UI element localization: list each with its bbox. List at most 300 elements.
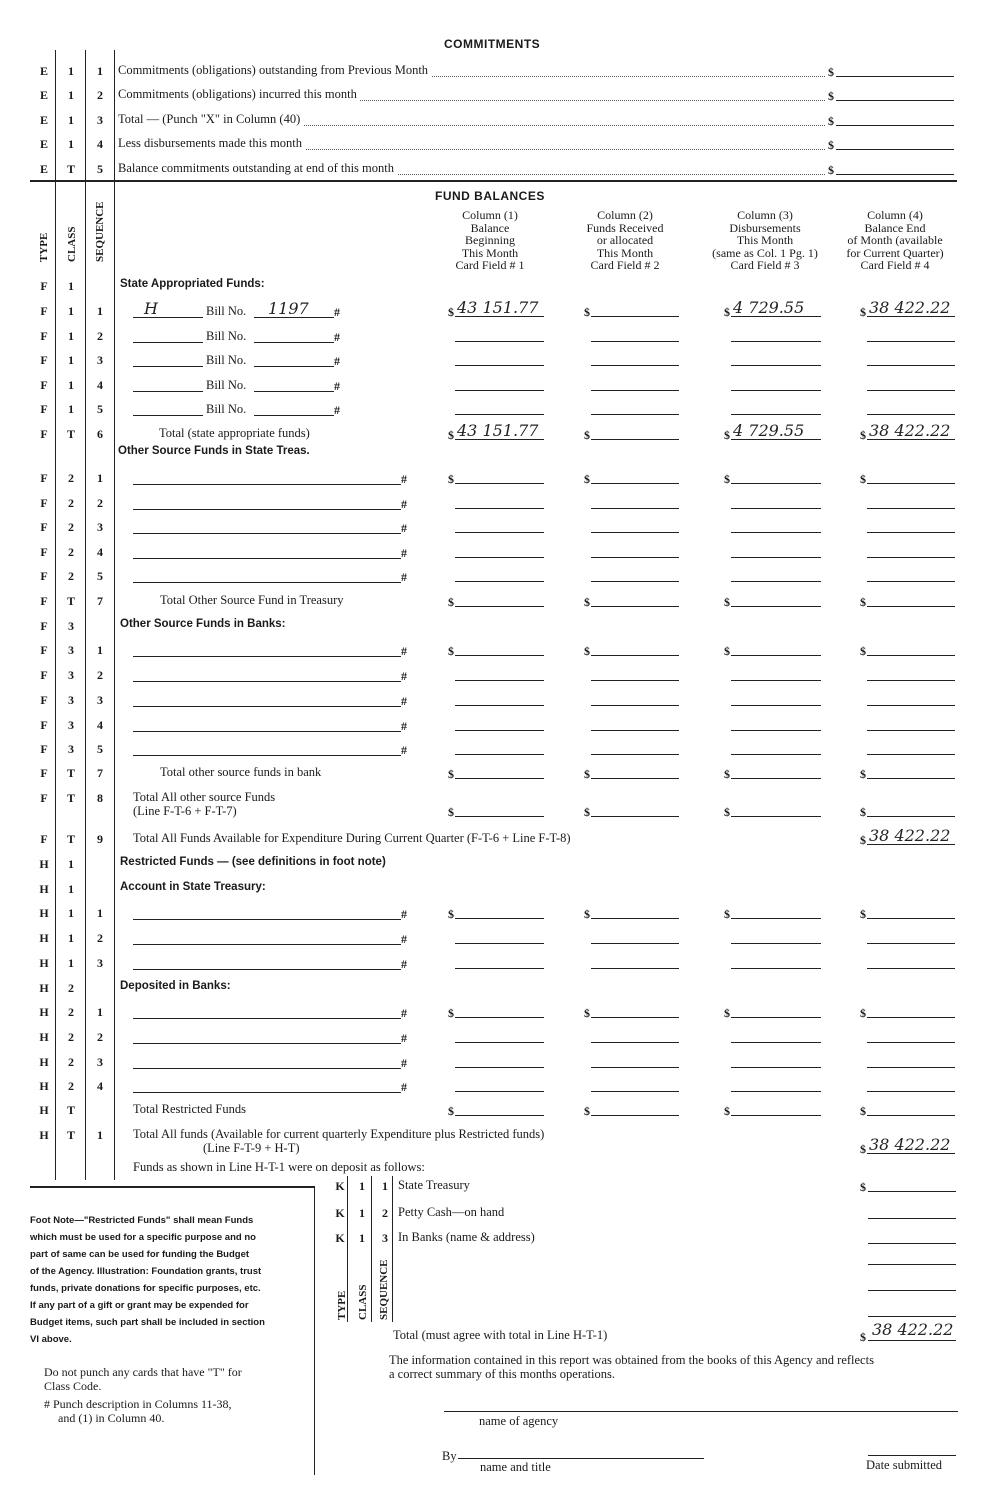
amount-field[interactable] xyxy=(591,680,679,681)
dollar-sign: $ xyxy=(828,89,834,103)
amount-field[interactable] xyxy=(731,1115,821,1116)
description-field[interactable] xyxy=(133,1068,401,1069)
dollar-sign: $ xyxy=(828,65,834,79)
bill-number-label: Bill No. xyxy=(206,353,247,367)
grid-line xyxy=(114,50,115,1180)
amount-field[interactable] xyxy=(867,754,955,755)
class-code: 1 xyxy=(68,378,74,392)
section-heading: Other Source Funds in Banks: xyxy=(120,618,286,630)
amount-field[interactable] xyxy=(867,705,955,706)
dollar-sign: $ xyxy=(828,114,834,128)
sequence-code: 5 xyxy=(97,569,103,583)
dollar-sign: $ xyxy=(860,428,866,442)
amount-field[interactable] xyxy=(868,1243,956,1244)
class-code: 2 xyxy=(68,1079,74,1093)
dollar-sign: $ xyxy=(860,472,866,486)
amount-field[interactable] xyxy=(731,655,821,656)
amount-field[interactable] xyxy=(731,1067,821,1068)
amount-field[interactable] xyxy=(731,730,821,731)
description-field[interactable] xyxy=(133,944,401,945)
amount-field[interactable] xyxy=(867,365,955,366)
dollar-sign: $ xyxy=(724,428,730,442)
type-code: H xyxy=(39,906,49,920)
amount-field[interactable] xyxy=(455,341,544,342)
bill-number-label: Bill No. xyxy=(206,378,247,392)
amount-field[interactable] xyxy=(591,754,679,755)
sequence-code: 5 xyxy=(97,162,103,176)
description-field[interactable] xyxy=(133,509,401,510)
type-code: F xyxy=(40,766,48,780)
description-field[interactable] xyxy=(133,582,401,583)
amount-field[interactable] xyxy=(868,1191,956,1192)
amount-field[interactable] xyxy=(591,390,679,391)
note-line: Class Code. xyxy=(44,1379,102,1393)
handwritten-amount: 38 422.22 xyxy=(872,1320,954,1339)
date-field[interactable] xyxy=(868,1455,956,1456)
amount-field[interactable] xyxy=(455,557,544,558)
amount-field[interactable] xyxy=(455,754,544,755)
dollar-sign: $ xyxy=(724,805,730,819)
amount-field[interactable] xyxy=(455,606,544,607)
sequence-code: 3 xyxy=(97,353,103,367)
class-code: 3 xyxy=(68,643,74,657)
hash-mark: # xyxy=(334,330,340,344)
amount-field[interactable] xyxy=(455,918,544,919)
type-code: F xyxy=(40,378,48,392)
dollar-sign: $ xyxy=(724,907,730,921)
amount-field[interactable] xyxy=(455,705,544,706)
class-axis-label: CLASS xyxy=(66,226,78,262)
type-code: F xyxy=(40,791,48,805)
amount-field[interactable] xyxy=(836,76,954,77)
amount-field[interactable] xyxy=(455,1017,544,1018)
description-field[interactable] xyxy=(133,558,401,559)
dollar-sign: $ xyxy=(448,1006,454,1020)
class-code: T xyxy=(66,791,75,805)
amount-field[interactable] xyxy=(591,483,679,484)
grid-line xyxy=(85,50,86,1180)
amount-field[interactable] xyxy=(455,390,544,391)
dollar-sign: $ xyxy=(448,1104,454,1118)
type-code: K xyxy=(335,1231,345,1245)
section-heading: Deposited in Banks: xyxy=(120,980,231,992)
amount-field[interactable] xyxy=(455,816,544,817)
amount-field[interactable] xyxy=(867,918,955,919)
class-code: 1 xyxy=(68,329,74,343)
type-code: E xyxy=(39,162,48,176)
dollar-sign: $ xyxy=(584,428,590,442)
class-code: 1 xyxy=(68,906,74,920)
hash-mark: # xyxy=(334,379,340,393)
amount-field[interactable] xyxy=(455,532,544,533)
dollar-sign: $ xyxy=(448,767,454,781)
section-divider xyxy=(30,180,957,182)
amount-field[interactable] xyxy=(731,390,821,391)
amount-field[interactable] xyxy=(591,532,679,533)
dollar-sign: $ xyxy=(584,305,590,319)
amount-field[interactable] xyxy=(868,1290,956,1291)
amount-field[interactable] xyxy=(867,581,955,582)
class-code: 1 xyxy=(68,113,74,127)
column-header-line: (same as Col. 1 Pg. 1) xyxy=(712,245,818,260)
sequence-code: 4 xyxy=(97,137,103,151)
section-heading: Account in State Treasury: xyxy=(120,881,266,893)
column-header-line: Card Field # 1 xyxy=(455,258,525,272)
name-title-label: name and title xyxy=(480,1460,551,1474)
type-code: F xyxy=(40,520,48,534)
column-header-line: of Month (available xyxy=(847,233,943,247)
sequence-code: 1 xyxy=(97,1128,103,1142)
sequence-code: 3 xyxy=(97,113,103,127)
amount-field[interactable] xyxy=(455,680,544,681)
amount-field[interactable] xyxy=(731,754,821,755)
column-header-line: Balance xyxy=(470,220,510,235)
handwritten-amount: 38 422.22 xyxy=(869,421,951,440)
sequence-code: 4 xyxy=(97,545,103,559)
column-header-line: This Month xyxy=(596,245,654,260)
amount-field[interactable] xyxy=(867,968,955,969)
row-label-line2: (Line F-T-9 + H-T) xyxy=(203,1141,300,1155)
amount-field[interactable] xyxy=(867,778,955,779)
amount-field[interactable] xyxy=(867,341,955,342)
amount-field[interactable] xyxy=(867,1042,955,1043)
hash-mark: # xyxy=(401,669,407,683)
hash-mark: # xyxy=(401,1031,407,1045)
amount-field[interactable] xyxy=(731,365,821,366)
hash-mark: # xyxy=(334,354,340,368)
amount-field[interactable] xyxy=(731,508,821,509)
hash-mark: # xyxy=(401,472,407,486)
bill-number-field[interactable] xyxy=(254,342,334,343)
description-field[interactable] xyxy=(133,1018,401,1019)
amount-field[interactable] xyxy=(591,439,679,440)
description-field[interactable] xyxy=(133,755,401,756)
amount-field[interactable] xyxy=(867,816,955,817)
dollar-sign: $ xyxy=(584,1104,590,1118)
type-code: H xyxy=(39,1079,49,1093)
amount-field[interactable] xyxy=(867,943,955,944)
description-field[interactable] xyxy=(133,533,401,534)
commitment-label: Balance commitments outstanding at end of this month xyxy=(118,161,397,176)
type-code: F xyxy=(40,471,48,485)
amount-field[interactable] xyxy=(591,918,679,919)
grid-line xyxy=(55,50,56,1180)
class-code: 3 xyxy=(68,718,74,732)
amount-field[interactable] xyxy=(591,341,679,342)
amount-field[interactable] xyxy=(867,1017,955,1018)
dollar-sign: $ xyxy=(448,472,454,486)
amount-field[interactable] xyxy=(867,655,955,656)
description-field[interactable] xyxy=(133,731,401,732)
amount-field[interactable] xyxy=(731,1091,821,1092)
amount-field[interactable] xyxy=(591,1091,679,1092)
amount-field[interactable] xyxy=(591,730,679,731)
description-field[interactable] xyxy=(133,1043,401,1044)
class-code: 1 xyxy=(68,857,74,871)
amount-field[interactable] xyxy=(455,943,544,944)
date-label: Date submitted xyxy=(866,1458,943,1472)
bill-prefix-field[interactable] xyxy=(133,342,203,343)
amount-field[interactable] xyxy=(731,1017,821,1018)
description-field[interactable] xyxy=(133,484,401,485)
footnote-line: VI above. xyxy=(30,1334,72,1345)
class-code: 3 xyxy=(68,693,74,707)
amount-field[interactable] xyxy=(731,581,821,582)
amount-field[interactable] xyxy=(591,1067,679,1068)
amount-field[interactable] xyxy=(455,1042,544,1043)
amount-field[interactable] xyxy=(455,483,544,484)
amount-field[interactable] xyxy=(731,816,821,817)
amount-field[interactable] xyxy=(455,508,544,509)
class-code: 2 xyxy=(68,520,74,534)
amount-field[interactable] xyxy=(455,365,544,366)
amount-field[interactable] xyxy=(836,174,954,175)
amount-field[interactable] xyxy=(455,1067,544,1068)
deposit-label: In Banks (name & address) xyxy=(398,1230,535,1244)
class-code: T xyxy=(66,766,75,780)
class-code: 1 xyxy=(359,1206,365,1220)
class-code: 1 xyxy=(68,882,74,896)
description-field[interactable] xyxy=(133,681,401,682)
amount-field[interactable] xyxy=(591,316,679,317)
amount-field[interactable] xyxy=(867,532,955,533)
sequence-code: 1 xyxy=(97,643,103,657)
amount-field[interactable] xyxy=(731,943,821,944)
amount-field[interactable] xyxy=(731,532,821,533)
sequence-code: 3 xyxy=(97,693,103,707)
bill-number-label: Bill No. xyxy=(206,304,247,318)
dollar-sign: $ xyxy=(860,1330,866,1344)
amount-field[interactable] xyxy=(455,414,544,415)
type-code: E xyxy=(39,88,48,102)
amount-field[interactable] xyxy=(455,730,544,731)
bill-number-field[interactable] xyxy=(254,366,334,367)
amount-field[interactable] xyxy=(867,483,955,484)
column-header-line: Disbursements xyxy=(729,220,801,235)
amount-field[interactable] xyxy=(455,655,544,656)
amount-field[interactable] xyxy=(591,365,679,366)
grid-line xyxy=(392,1176,393,1322)
amount-field[interactable] xyxy=(591,816,679,817)
hash-mark: # xyxy=(401,694,407,708)
hash-mark: # xyxy=(401,1080,407,1094)
class-code: T xyxy=(66,1128,75,1142)
amount-field[interactable] xyxy=(731,341,821,342)
row-label: Total Restricted Funds xyxy=(133,1102,247,1116)
amount-field[interactable] xyxy=(731,705,821,706)
dollar-sign: $ xyxy=(584,805,590,819)
sequence-code: 4 xyxy=(97,718,103,732)
amount-field[interactable] xyxy=(867,414,955,415)
type-code: F xyxy=(40,329,48,343)
sequence-code: 1 xyxy=(97,1005,103,1019)
amount-field[interactable] xyxy=(731,778,821,779)
amount-field[interactable] xyxy=(836,125,954,126)
amount-field[interactable] xyxy=(731,557,821,558)
type-code: F xyxy=(40,832,48,846)
class-code: 1 xyxy=(68,402,74,416)
amount-field[interactable] xyxy=(868,1316,956,1317)
signature-field[interactable] xyxy=(458,1458,704,1459)
bill-number-field[interactable] xyxy=(254,391,334,392)
dollar-sign: $ xyxy=(860,833,866,847)
amount-field[interactable] xyxy=(591,414,679,415)
amount-field[interactable] xyxy=(868,1218,956,1219)
dollar-sign: $ xyxy=(828,138,834,152)
amount-field[interactable] xyxy=(731,918,821,919)
amount-field[interactable] xyxy=(455,1091,544,1092)
class-code: T xyxy=(66,832,75,846)
dollar-sign: $ xyxy=(860,595,866,609)
bill-prefix-field[interactable] xyxy=(133,366,203,367)
class-code: 1 xyxy=(359,1231,365,1245)
dollar-sign: $ xyxy=(584,472,590,486)
deposit-total-label: Total (must agree with total in Line H-T-1) xyxy=(393,1328,608,1342)
type-axis-label: TYPE xyxy=(38,232,50,262)
type-code: H xyxy=(39,1005,49,1019)
amount-field[interactable] xyxy=(591,1115,679,1116)
dollar-sign: $ xyxy=(860,305,866,319)
amount-field[interactable] xyxy=(867,508,955,509)
sequence-axis-label: SEQUENCE xyxy=(378,1259,390,1320)
bill-number-handwritten: 1197 xyxy=(268,299,309,318)
class-code: 2 xyxy=(68,981,74,995)
hash-mark: # xyxy=(401,521,407,535)
type-code: F xyxy=(40,353,48,367)
type-code: H xyxy=(39,1128,49,1142)
amount-field[interactable] xyxy=(591,508,679,509)
description-field[interactable] xyxy=(133,656,401,657)
column-header-line: Card Field # 4 xyxy=(860,258,930,272)
amount-field[interactable] xyxy=(867,1091,955,1092)
amount-field[interactable] xyxy=(591,557,679,558)
sequence-code: 1 xyxy=(97,64,103,78)
note-line: # Punch description in Columns 11-38, xyxy=(44,1397,232,1411)
sequence-code: 2 xyxy=(97,496,103,510)
amount-field[interactable] xyxy=(591,1042,679,1043)
amount-field[interactable] xyxy=(867,730,955,731)
column-header-line: Column (1) xyxy=(462,208,518,222)
description-field[interactable] xyxy=(133,969,401,970)
deposit-label: Petty Cash—on hand xyxy=(398,1205,505,1219)
class-code: T xyxy=(66,427,75,441)
amount-field[interactable] xyxy=(591,705,679,706)
amount-field[interactable] xyxy=(455,581,544,582)
dollar-sign: $ xyxy=(724,1006,730,1020)
amount-field[interactable] xyxy=(591,968,679,969)
amount-field[interactable] xyxy=(731,414,821,415)
amount-field[interactable] xyxy=(591,655,679,656)
amount-field[interactable] xyxy=(731,680,821,681)
row-label: Total All Funds Available for Expenditure During Current Quarter (F-T-6 + Line F-T-8) xyxy=(133,831,571,845)
bill-prefix-field[interactable] xyxy=(133,391,203,392)
amount-field[interactable] xyxy=(867,390,955,391)
type-code: F xyxy=(40,693,48,707)
amount-field[interactable] xyxy=(455,778,544,779)
bill-number-field[interactable] xyxy=(254,415,334,416)
sequence-code: 3 xyxy=(97,520,103,534)
type-code: H xyxy=(39,882,49,896)
dollar-sign: $ xyxy=(584,1006,590,1020)
commitments-title: COMMITMENTS xyxy=(444,37,541,51)
description-field[interactable] xyxy=(133,1092,401,1093)
handwritten-amount: 38 422.22 xyxy=(869,1135,951,1154)
sequence-code: 2 xyxy=(97,329,103,343)
certification-text: a correct summary of this months operations. xyxy=(389,1367,615,1381)
amount-field[interactable] xyxy=(455,1115,544,1116)
hash-mark: # xyxy=(401,719,407,733)
amount-field[interactable] xyxy=(867,1115,955,1116)
type-code: F xyxy=(40,402,48,416)
amount-field[interactable] xyxy=(867,680,955,681)
sequence-code: 3 xyxy=(382,1231,388,1245)
type-code: E xyxy=(39,113,48,127)
amount-field[interactable] xyxy=(591,581,679,582)
hash-mark: # xyxy=(401,1056,407,1070)
sequence-code: 2 xyxy=(97,1030,103,1044)
type-code: F xyxy=(40,668,48,682)
type-code: K xyxy=(335,1206,345,1220)
amount-field[interactable] xyxy=(867,1067,955,1068)
amount-field[interactable] xyxy=(731,968,821,969)
handwritten-amount: 38 422.22 xyxy=(869,298,951,317)
amount-field[interactable] xyxy=(836,100,954,101)
description-field[interactable] xyxy=(133,706,401,707)
class-code: 1 xyxy=(68,931,74,945)
amount-field[interactable] xyxy=(868,1340,956,1341)
sequence-code: 7 xyxy=(97,594,103,608)
type-code: K xyxy=(335,1179,345,1193)
agency-name-field[interactable] xyxy=(444,1411,958,1412)
section-heading: Restricted Funds — (see definitions in foot note) xyxy=(120,856,386,868)
amount-field[interactable] xyxy=(591,778,679,779)
column-header xyxy=(555,209,695,272)
footnote-line: of the Agency. Illustration: Foundation grants, trust xyxy=(30,1266,262,1277)
amount-field[interactable] xyxy=(591,1017,679,1018)
amount-field[interactable] xyxy=(591,943,679,944)
footnote-right-rule xyxy=(314,1186,315,1475)
hash-mark: # xyxy=(401,570,407,584)
dollar-sign: $ xyxy=(860,644,866,658)
amount-field[interactable] xyxy=(867,557,955,558)
bill-prefix-field[interactable] xyxy=(133,415,203,416)
type-axis-label: TYPE xyxy=(336,1290,348,1320)
amount-field[interactable] xyxy=(731,606,821,607)
class-code: 1 xyxy=(68,137,74,151)
column-header-line: Beginning xyxy=(465,233,515,247)
description-field[interactable] xyxy=(133,919,401,920)
amount-field[interactable] xyxy=(731,483,821,484)
amount-field[interactable] xyxy=(591,606,679,607)
bill-number-label: Bill No. xyxy=(206,329,247,343)
class-code: 1 xyxy=(68,64,74,78)
certification-text: The information contained in this report was obtained from the books of this Agency and reflects xyxy=(389,1353,874,1367)
type-code: H xyxy=(39,981,49,995)
handwritten-amount: 4 729.55 xyxy=(733,421,805,440)
sequence-code: 2 xyxy=(97,668,103,682)
class-code: 3 xyxy=(68,668,74,682)
dollar-sign: $ xyxy=(860,1104,866,1118)
amount-field[interactable] xyxy=(455,968,544,969)
sequence-code: 7 xyxy=(97,766,103,780)
amount-field[interactable] xyxy=(868,1264,956,1265)
amount-field[interactable] xyxy=(867,606,955,607)
column-header-line: Column (2) xyxy=(597,208,653,222)
amount-field[interactable] xyxy=(836,149,954,150)
note-line: Do not punch any cards that have "T" for xyxy=(44,1365,242,1379)
amount-field[interactable] xyxy=(731,1042,821,1043)
footnote-line: Budget items, such part shall be included in section xyxy=(30,1317,265,1328)
